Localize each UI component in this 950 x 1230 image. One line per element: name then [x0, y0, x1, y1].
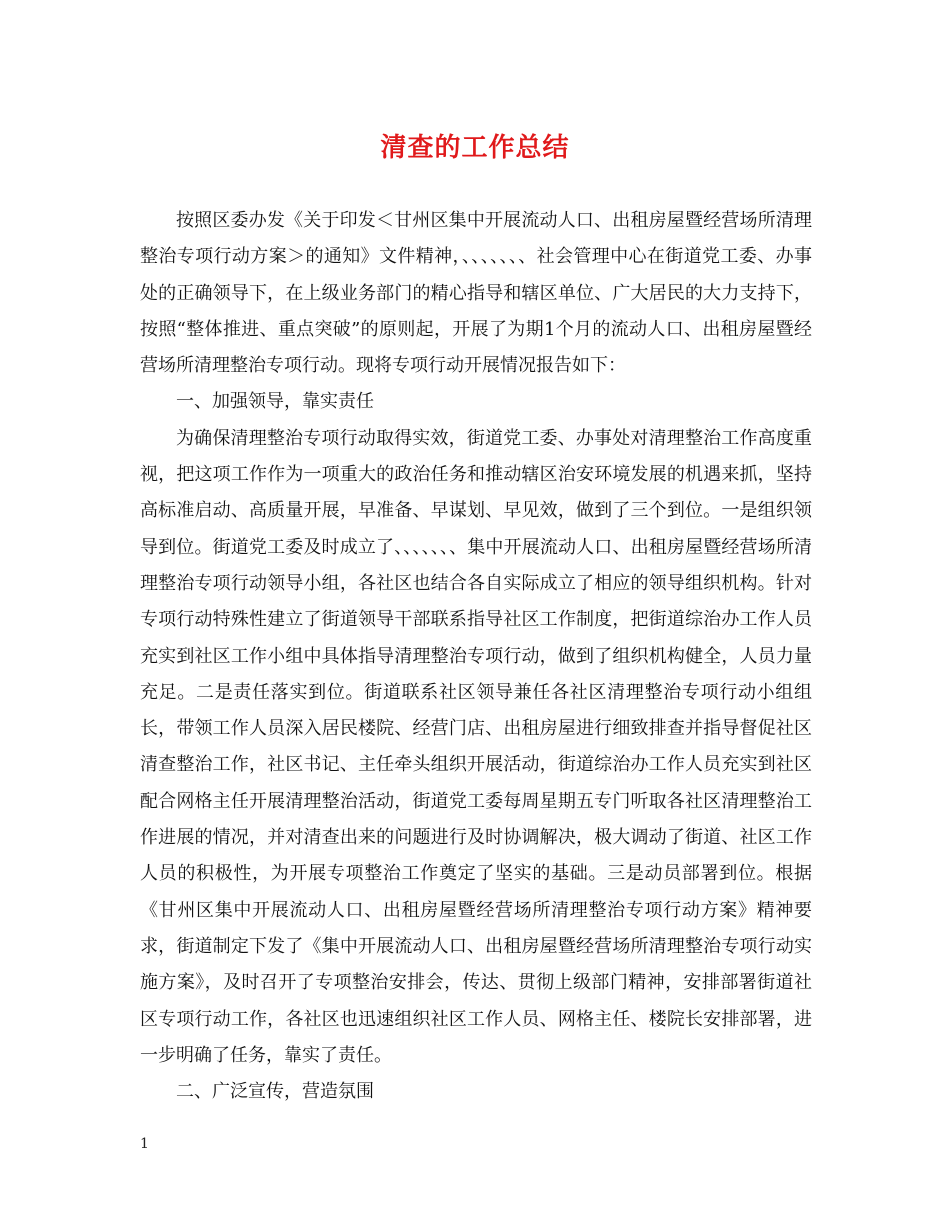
intro-paragraph: 按照区委办发《关于印发＜甘州区集中开展流动人口、出租房屋暨经营场所清理整治专项行动方案＞的通知》文件精神，、、、、、、、社会管理中心在街道党工委、办事处的正确领导下，在上级业务部门的精心指导和辖区单位、广大居民的大力支持下，按照“整体推进、重点突破”的原则起，开展了为期1个月的流动人口、出租房屋暨经营场所清理整治专项行动。现将专项行动开展情况报告如下：: [140, 210, 812, 377]
section-heading-1: 一、加强领导，靠实责任: [176, 391, 374, 413]
page-number: 1: [140, 1136, 149, 1152]
section-1-paragraph: 为确保清理整治专项行动取得实效，街道党工委、办事处对清理整治工作高度重视，把这项工作作为一项重大的政治任务和推动辖区治安环境发展的机遇来抓，坚持高标准启动、高质量开展，早准备、早谋划、早见效，做到了三个到位。一是组织领导到位。街道党工委及时成立了、、、、、、、集中开展流动人口、出租房屋暨经营场所清理整治专项行动领导小组，各社区也结合各自实际成立了相应的领导组织机构。针对专项行动特殊性建立了街道领导干部联系指导社区工作制度，把街道综治办工作人员充实到社区工作小组中具体指导清理整治专项行动，做到了组织机构健全，人员力量充足。二是责任落实到位。街道联系社区领导兼任各社区清理整治专项行动小组组长，带领工作人员深入居民楼院、经营门店、出租房屋进行细致排查并指导督促社区清查整治工作，社区书记、主任牵头组织开展活动，街道综治办工作人员充实到社区配合网格主任开展清理整治活动，街道党工委每周星期五专门听取各社区清理整治工作进展的情况，并对清查出来的问题进行及时协调解决，极大调动了街道、社区工作人员的积极性，为开展专项整治工作奠定了坚实的基础。三是动员部署到位。根据《甘州区集中开展流动人口、出租房屋暨经营场所清理整治专项行动方案》精神要求，街道制定下发了《集中开展流动人口、出租房屋暨经营场所清理整治专项行动实施方案》，及时召开了专项整治安排会，传达、贯彻上级部门精神，安排部署街道社区专项行动工作，各社区也迅速组织社区工作人员、网格主任、楼院长安排部署，进一步明确了任务，靠实了责任。: [140, 427, 812, 1066]
document-body: [140, 203, 812, 1110]
section-heading-2: 二、广泛宣传，营造氛围: [176, 1081, 374, 1103]
document-title: 清查的工作总结: [380, 133, 570, 163]
